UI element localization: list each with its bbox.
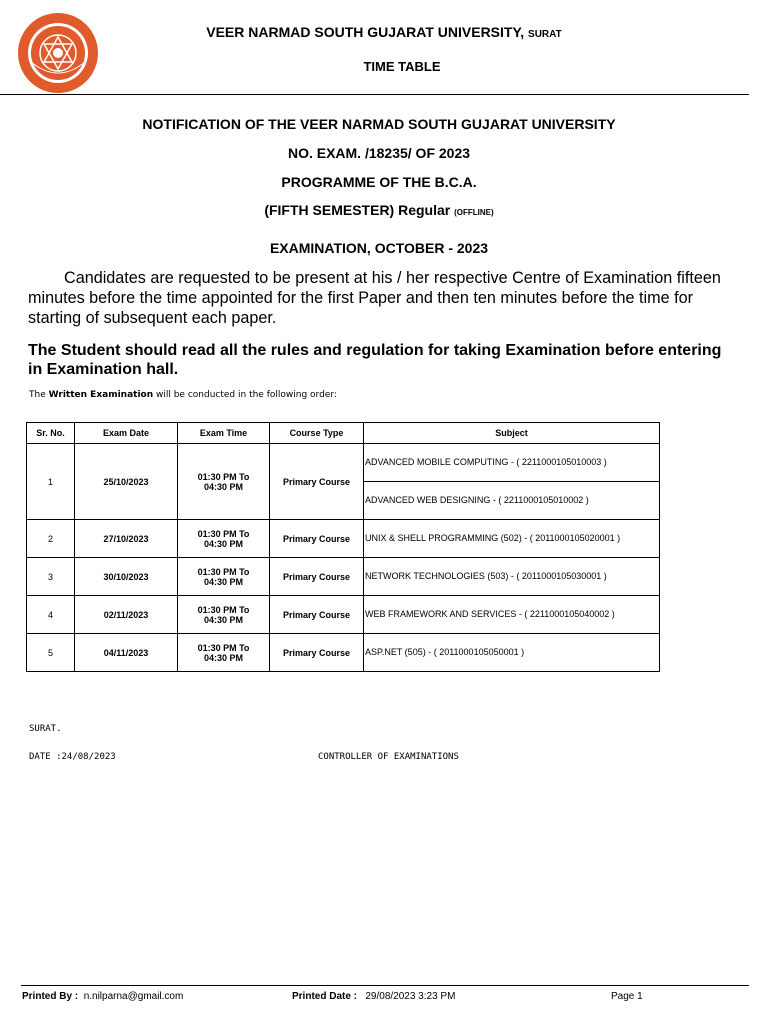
sr-no: 1	[27, 444, 75, 520]
printed-by-email: n.nilparna@gmail.com	[83, 991, 184, 1002]
controller-signature: CONTROLLER OF EXAMINATIONS	[318, 752, 459, 762]
subject: ADVANCED MOBILE COMPUTING - ( 2211000105010003 )	[364, 444, 660, 482]
exam-date: 25/10/2023	[75, 444, 178, 520]
exam-time: 01:30 PM To 04:30 PM	[178, 520, 270, 558]
university-name: VEER NARMAD SOUTH GUJARAT UNIVERSITY, SURAT	[206, 24, 562, 40]
header-course-type: Course Type	[270, 423, 364, 444]
exam-date: 30/10/2023	[75, 558, 178, 596]
printed-date-value: 29/08/2023 3:23 PM	[365, 991, 456, 1002]
subject: ADVANCED WEB DESIGNING - ( 2211000105010002 )	[364, 482, 660, 520]
header-exam-time: Exam Time	[178, 423, 270, 444]
header-sr-no: Sr. No.	[27, 423, 75, 444]
time-table-title: TIME TABLE	[363, 59, 441, 74]
table-row	[27, 520, 660, 558]
printed-date-label: Printed Date :	[292, 991, 358, 1002]
subject: WEB FRAMEWORK AND SERVICES - ( 2211000105040002 )	[364, 596, 660, 634]
printed-by	[22, 991, 183, 1002]
table-row	[27, 444, 660, 482]
header-divider	[0, 94, 749, 95]
written-exam-label: Written Examination	[48, 390, 154, 400]
course-type: Primary Course	[270, 444, 364, 520]
printed-by-label: Printed By :	[22, 991, 79, 1002]
exam-number: NO. EXAM. /18235/ OF 2023	[287, 145, 471, 161]
table-row	[27, 596, 660, 634]
subject: ASP.NET (505) - ( 2011000105050001 )	[364, 634, 660, 672]
rules-notice: The Student should read all the rules and regulation for taking Examination before entering in Examination hall.	[28, 342, 722, 378]
header-exam-date: Exam Date	[75, 423, 178, 444]
table-row	[27, 634, 660, 672]
course-type: Primary Course	[270, 596, 364, 634]
programme: PROGRAMME OF THE B.C.A.	[281, 174, 477, 190]
footer-date: DATE :24/08/2023	[29, 752, 116, 762]
instruction-paragraph: Candidates are requested to be present at his / her respective Centre of Examination fifteen minutes before the time appointed for the first Paper and then ten minutes before the time for starting of subsequent each paper.	[28, 269, 721, 327]
exam-timetable	[26, 422, 660, 672]
table-header-row	[27, 423, 660, 444]
course-type: Primary Course	[270, 520, 364, 558]
examination-title: EXAMINATION, OCTOBER - 2023	[269, 240, 489, 256]
university-city: SURAT	[528, 29, 562, 40]
footer-place: SURAT.	[29, 724, 62, 734]
sr-no: 2	[27, 520, 75, 558]
sr-no: 5	[27, 634, 75, 672]
exam-date: 27/10/2023	[75, 520, 178, 558]
course-type: Primary Course	[270, 558, 364, 596]
exam-time: 01:30 PM To 04:30 PM	[178, 444, 270, 520]
sr-no: 4	[27, 596, 75, 634]
printed-date	[292, 991, 455, 1002]
table-row	[27, 558, 660, 596]
semester: (FIFTH SEMESTER) Regular	[264, 202, 451, 218]
exam-mode: (OFFLINE)	[454, 208, 494, 217]
page-number: Page 1	[611, 991, 643, 1002]
notification-line: NOTIFICATION OF THE VEER NARMAD SOUTH GUJARAT UNIVERSITY	[142, 116, 616, 132]
subject: UNIX & SHELL PROGRAMMING (502) - ( 2011000105020001 )	[364, 520, 660, 558]
exam-time: 01:30 PM To 04:30 PM	[178, 634, 270, 672]
exam-time: 01:30 PM To 04:30 PM	[178, 596, 270, 634]
course-type: Primary Course	[270, 634, 364, 672]
semester-line	[0, 202, 758, 218]
subject: NETWORK TECHNOLOGIES (503) - ( 2011000105030001 )	[364, 558, 660, 596]
exam-date: 04/11/2023	[75, 634, 178, 672]
footer-divider	[21, 985, 749, 986]
written-exam-note: The Written Examination will be conducted in the following order:	[29, 390, 337, 400]
sr-no: 3	[27, 558, 75, 596]
exam-date: 02/11/2023	[75, 596, 178, 634]
header-subject: Subject	[364, 423, 660, 444]
exam-time: 01:30 PM To 04:30 PM	[178, 558, 270, 596]
